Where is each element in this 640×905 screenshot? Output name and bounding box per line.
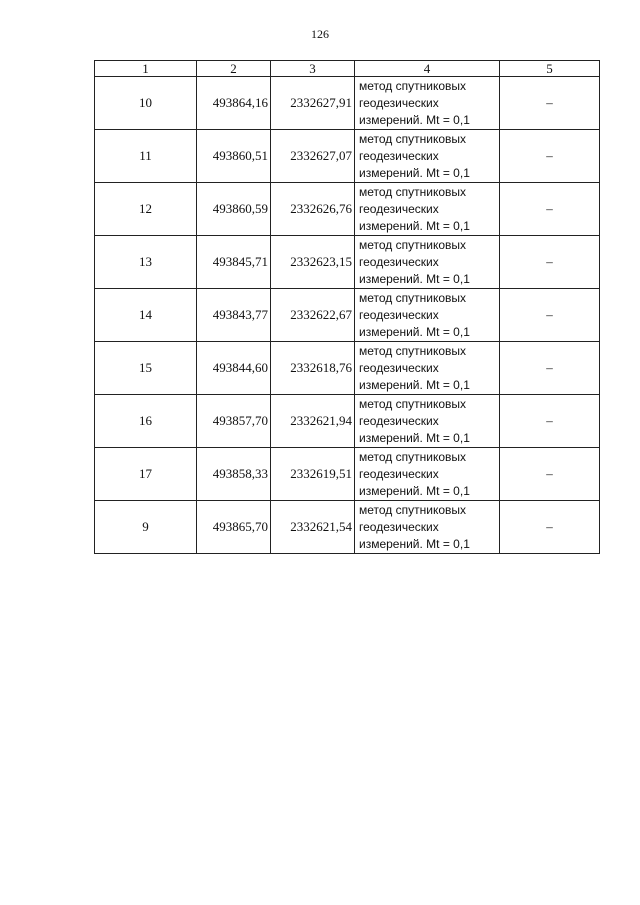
note-cell: – xyxy=(500,236,600,289)
method-line: измерений. Mt = 0,1 xyxy=(359,165,470,180)
x-coordinate-cell: 493843,77 xyxy=(197,289,271,342)
y-coordinate-cell: 2332623,15 xyxy=(271,236,355,289)
method-line: измерений. Mt = 0,1 xyxy=(359,430,470,445)
method-line: метод спутниковых xyxy=(359,449,467,464)
method-line: измерений. Mt = 0,1 xyxy=(359,112,470,127)
coordinates-table xyxy=(94,60,600,554)
point-number-cell: 10 xyxy=(95,77,197,130)
x-coordinate-cell: 493865,70 xyxy=(197,501,271,554)
table-row xyxy=(95,342,600,395)
x-coordinate-cell: 493864,16 xyxy=(197,77,271,130)
note-cell: – xyxy=(500,289,600,342)
table-header-row xyxy=(95,61,600,77)
method-cell xyxy=(355,501,500,554)
method-cell xyxy=(355,395,500,448)
method-line: метод спутниковых xyxy=(359,78,467,93)
method-cell xyxy=(355,236,500,289)
y-coordinate-cell: 2332626,76 xyxy=(271,183,355,236)
method-line: метод спутниковых xyxy=(359,184,467,199)
method-cell xyxy=(355,448,500,501)
method-cell xyxy=(355,342,500,395)
table-row xyxy=(95,501,600,554)
x-coordinate-cell: 493860,59 xyxy=(197,183,271,236)
header-col-1: 1 xyxy=(95,61,197,77)
method-line: геодезических xyxy=(359,254,439,269)
method-cell xyxy=(355,77,500,130)
method-line: измерений. Mt = 0,1 xyxy=(359,483,470,498)
method-line: геодезических xyxy=(359,307,439,322)
table-row xyxy=(95,289,600,342)
note-cell: – xyxy=(500,395,600,448)
point-number-cell: 16 xyxy=(95,395,197,448)
page-number: 126 xyxy=(311,27,329,41)
point-number-cell: 12 xyxy=(95,183,197,236)
header-col-5: 5 xyxy=(500,61,600,77)
method-line: метод спутниковых xyxy=(359,237,467,252)
method-line: измерений. Mt = 0,1 xyxy=(359,377,470,392)
method-line: геодезических xyxy=(359,95,439,110)
method-line: геодезических xyxy=(359,519,439,534)
note-cell: – xyxy=(500,448,600,501)
y-coordinate-cell: 2332619,51 xyxy=(271,448,355,501)
point-number-cell: 17 xyxy=(95,448,197,501)
method-line: геодезических xyxy=(359,360,439,375)
x-coordinate-cell: 493844,60 xyxy=(197,342,271,395)
header-col-2: 2 xyxy=(197,61,271,77)
y-coordinate-cell: 2332621,94 xyxy=(271,395,355,448)
method-line: измерений. Mt = 0,1 xyxy=(359,218,470,233)
x-coordinate-cell: 493845,71 xyxy=(197,236,271,289)
point-number-cell: 15 xyxy=(95,342,197,395)
x-coordinate-cell: 493858,33 xyxy=(197,448,271,501)
note-cell: – xyxy=(500,77,600,130)
note-cell: – xyxy=(500,501,600,554)
point-number-cell: 14 xyxy=(95,289,197,342)
method-line: метод спутниковых xyxy=(359,502,467,517)
method-line: метод спутниковых xyxy=(359,396,467,411)
y-coordinate-cell: 2332627,07 xyxy=(271,130,355,183)
method-line: геодезических xyxy=(359,466,439,481)
method-line: измерений. Mt = 0,1 xyxy=(359,271,470,286)
method-cell xyxy=(355,183,500,236)
table-row xyxy=(95,448,600,501)
note-cell: – xyxy=(500,183,600,236)
note-cell: – xyxy=(500,342,600,395)
point-number-cell: 9 xyxy=(95,501,197,554)
table-row xyxy=(95,77,600,130)
point-number-cell: 11 xyxy=(95,130,197,183)
note-cell: – xyxy=(500,130,600,183)
method-cell xyxy=(355,130,500,183)
method-cell xyxy=(355,289,500,342)
y-coordinate-cell: 2332627,91 xyxy=(271,77,355,130)
method-line: геодезических xyxy=(359,413,439,428)
y-coordinate-cell: 2332618,76 xyxy=(271,342,355,395)
header-col-3: 3 xyxy=(271,61,355,77)
table-row xyxy=(95,236,600,289)
method-line: геодезических xyxy=(359,148,439,163)
x-coordinate-cell: 493857,70 xyxy=(197,395,271,448)
method-line: измерений. Mt = 0,1 xyxy=(359,324,470,339)
method-line: измерений. Mt = 0,1 xyxy=(359,536,470,551)
table-row xyxy=(95,395,600,448)
header-col-4: 4 xyxy=(355,61,500,77)
method-line: метод спутниковых xyxy=(359,131,467,146)
method-line: геодезических xyxy=(359,201,439,216)
y-coordinate-cell: 2332621,54 xyxy=(271,501,355,554)
method-line: метод спутниковых xyxy=(359,290,467,305)
method-line: метод спутниковых xyxy=(359,343,467,358)
table-row xyxy=(95,183,600,236)
y-coordinate-cell: 2332622,67 xyxy=(271,289,355,342)
point-number-cell: 13 xyxy=(95,236,197,289)
x-coordinate-cell: 493860,51 xyxy=(197,130,271,183)
table-row xyxy=(95,130,600,183)
